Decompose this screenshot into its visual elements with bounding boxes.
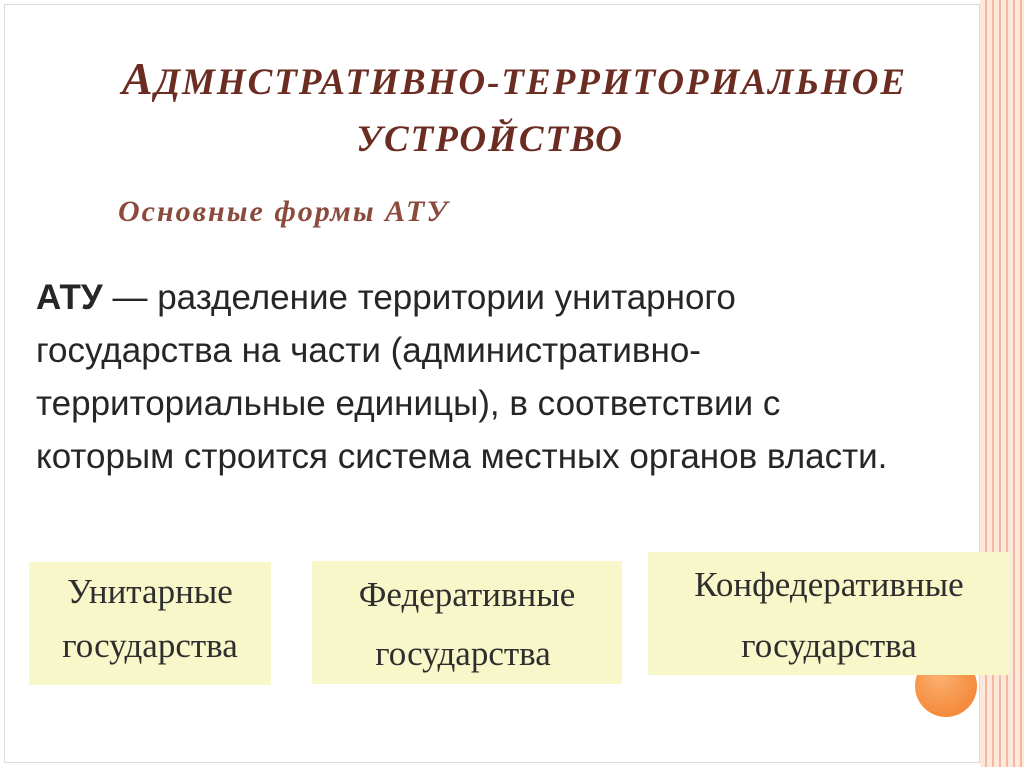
form-box-confederal xyxy=(648,552,1010,675)
form-box-label: государства xyxy=(375,634,551,673)
form-box-federal xyxy=(312,561,622,684)
definition-line: территориальные единицы), в соответствии с xyxy=(36,384,781,423)
form-box-unitary xyxy=(29,562,271,685)
form-box-label: Федеративные xyxy=(358,575,576,614)
form-box-label: Унитарные xyxy=(67,572,233,611)
definition-line: которым строится система местных органов власти. xyxy=(36,437,888,476)
definition-line-text: — разделение территории унитарного xyxy=(112,278,736,317)
form-box-label: Конфедеративные xyxy=(694,565,964,604)
slide-title-line-2: УСТРОЙСТВО xyxy=(356,119,624,160)
definition-line: государства на части (административно- xyxy=(36,331,701,370)
slide-subtitle: Основные формы АТУ xyxy=(118,195,450,228)
definition-term: АТУ xyxy=(36,278,103,317)
form-box-label: государства xyxy=(62,626,238,665)
definition-line xyxy=(36,271,887,324)
form-box-label: государства xyxy=(741,626,917,665)
slide-title-line-1: АДМНСТРАТИВНО-ТЕРРИТОРИАЛЬНОЕ xyxy=(122,53,908,104)
definition-paragraph xyxy=(36,271,887,483)
